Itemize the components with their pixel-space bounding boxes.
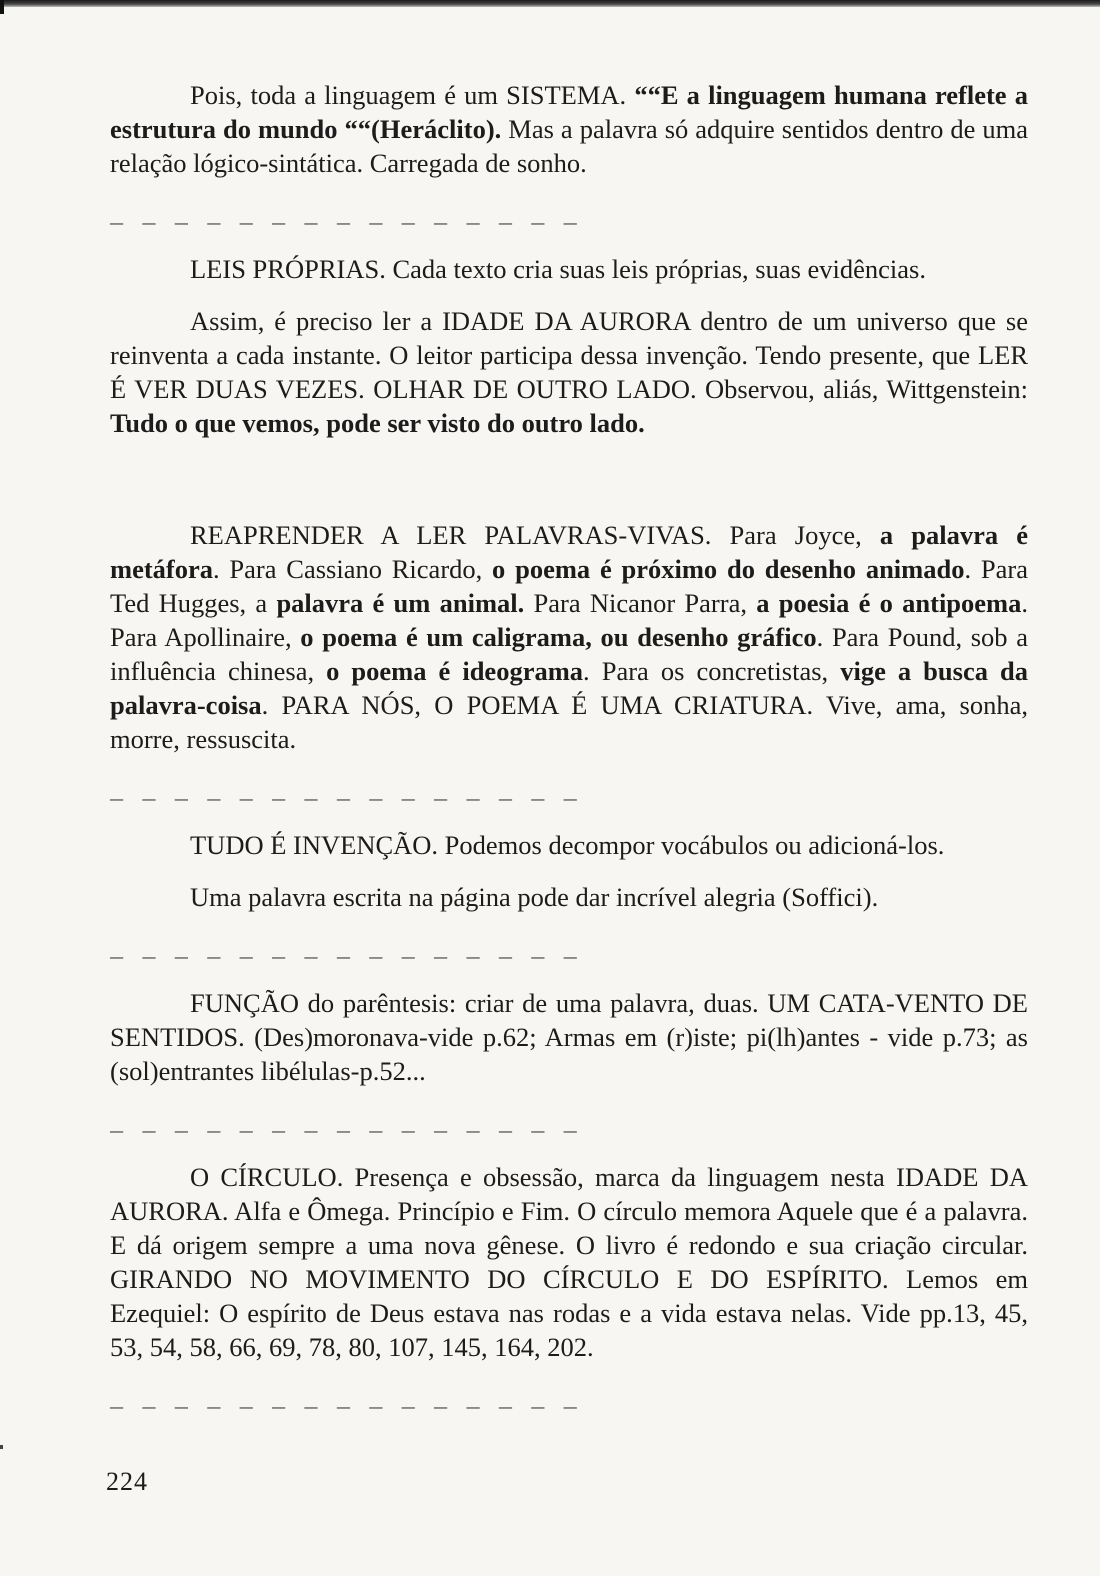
paragraph-text: Mas a palavra só adquire sentidos dentro de uma relação lógico-sintática. Carregada de sonho. <box>110 114 1028 178</box>
paragraph-sistema <box>110 78 1028 180</box>
heraclito-quote: ““E a linguagem humana reflete a estrutura do mundo ““(Heráclito). <box>110 80 1028 144</box>
paragraph-soffici: Uma palavra escrita na página pode dar incrível alegria (Soffici). <box>190 882 879 912</box>
separator-line: _ _ _ _ _ _ _ _ _ _ _ _ _ _ _ <box>110 204 580 229</box>
paragraph-reaprender <box>110 518 1028 756</box>
paragraph-leis-proprias: LEIS PRÓPRIAS. Cada texto cria suas leis próprias, suas evidências. <box>190 254 926 284</box>
scan-corner-mark <box>0 0 4 14</box>
concretistas-quote: vige a busca da palavra-coisa <box>110 656 1028 720</box>
cassiano-quote: o poema é próximo do desenho animado <box>492 554 965 584</box>
paragraph-text: REAPRENDER A LER PALAVRAS-VIVAS. Para Joyce, <box>190 520 880 550</box>
page-body <box>110 78 1028 1436</box>
paragraph-text: . PARA NÓS, O POEMA É UMA CRIATURA. Vive, ama, sonha, morre, ressuscita. <box>110 690 1028 754</box>
scan-margin-mark <box>0 1445 3 1449</box>
separator-line: _ _ _ _ _ _ _ _ _ _ _ _ _ _ _ <box>110 780 580 805</box>
paragraph-text: Pois, toda a linguagem é um SISTEMA. <box>190 80 635 110</box>
paragraph-text: Assim, é preciso ler a IDADE DA AURORA dentro de um universo que se reinventa a cada instante. O leitor participa dessa invenção. Tendo presente, que LER É VER DUAS VEZES. OLHAR DE OUTRO LADO. Observou, aliás, Wittgenstein: <box>110 306 1028 404</box>
joyce-quote: a palavra é metáfora <box>110 520 1029 584</box>
parra-quote: a poesia é o antipoema <box>756 588 1022 618</box>
paragraph-text: . Para Cassiano Ricardo, <box>213 554 493 584</box>
separator-line: _ _ _ _ _ _ _ _ _ _ _ _ _ _ _ <box>110 1388 580 1413</box>
pound-quote: o poema é ideograma <box>326 656 584 686</box>
apollinaire-quote: o poema é um caligrama, ou desenho gráfico <box>300 622 817 652</box>
hugges-quote: palavra é um animal. <box>276 588 525 618</box>
paragraph-ler-ver <box>110 304 1028 440</box>
separator-line: _ _ _ _ _ _ _ _ _ _ _ _ _ _ _ <box>110 938 580 963</box>
paragraph-circulo: O CÍRCULO. Presença e obsessão, marca da linguagem nesta IDADE DA AURORA. Alfa e Ômega. Princípio e Fim. O círculo memora Aquele que é a palavra. E dá origem sempre a uma nova gênese. O livro é redondo e sua criação circular. GIRANDO NO MOVIMENTO DO CÍRCULO E DO ESPÍRITO. Lemos em Ezequiel: O espírito de Deus estava nas rodas e a vida estava nelas. Vide pp.13, 45, 53, 54, 58, 66, 69, 78, 80, 107, 145, 164, 202. <box>110 1162 1028 1362</box>
scan-top-edge <box>0 0 1100 7</box>
paragraph-text: . Para os concretistas, <box>583 656 841 686</box>
paragraph-text: . Para Ted Hugges, a <box>110 554 1028 618</box>
wittgenstein-quote: Tudo o que vemos, pode ser visto do outro lado. <box>110 408 645 438</box>
paragraph-funcao-parentesis: FUNÇÃO do parêntesis: criar de uma palavra, duas. UM CATA-VENTO DE SENTIDOS. (Des)moronava-vide p.62; Armas em (r)iste; pi(lh)antes - vide p.73; as (sol)entrantes libélulas-p.52... <box>110 988 1028 1086</box>
paragraph-text: Para Nicanor Parra, <box>524 588 757 618</box>
separator-line: _ _ _ _ _ _ _ _ _ _ _ _ _ _ _ <box>110 1112 580 1137</box>
paragraph-text: . Para Pound, sob a influência chinesa, <box>110 622 1028 686</box>
page-number: 224 <box>106 1467 148 1496</box>
paragraph-text: . Para Apollinaire, <box>110 588 1028 652</box>
paragraph-tudo-invencao: TUDO É INVENÇÃO. Podemos decompor vocábulos ou adicioná-los. <box>190 830 945 860</box>
